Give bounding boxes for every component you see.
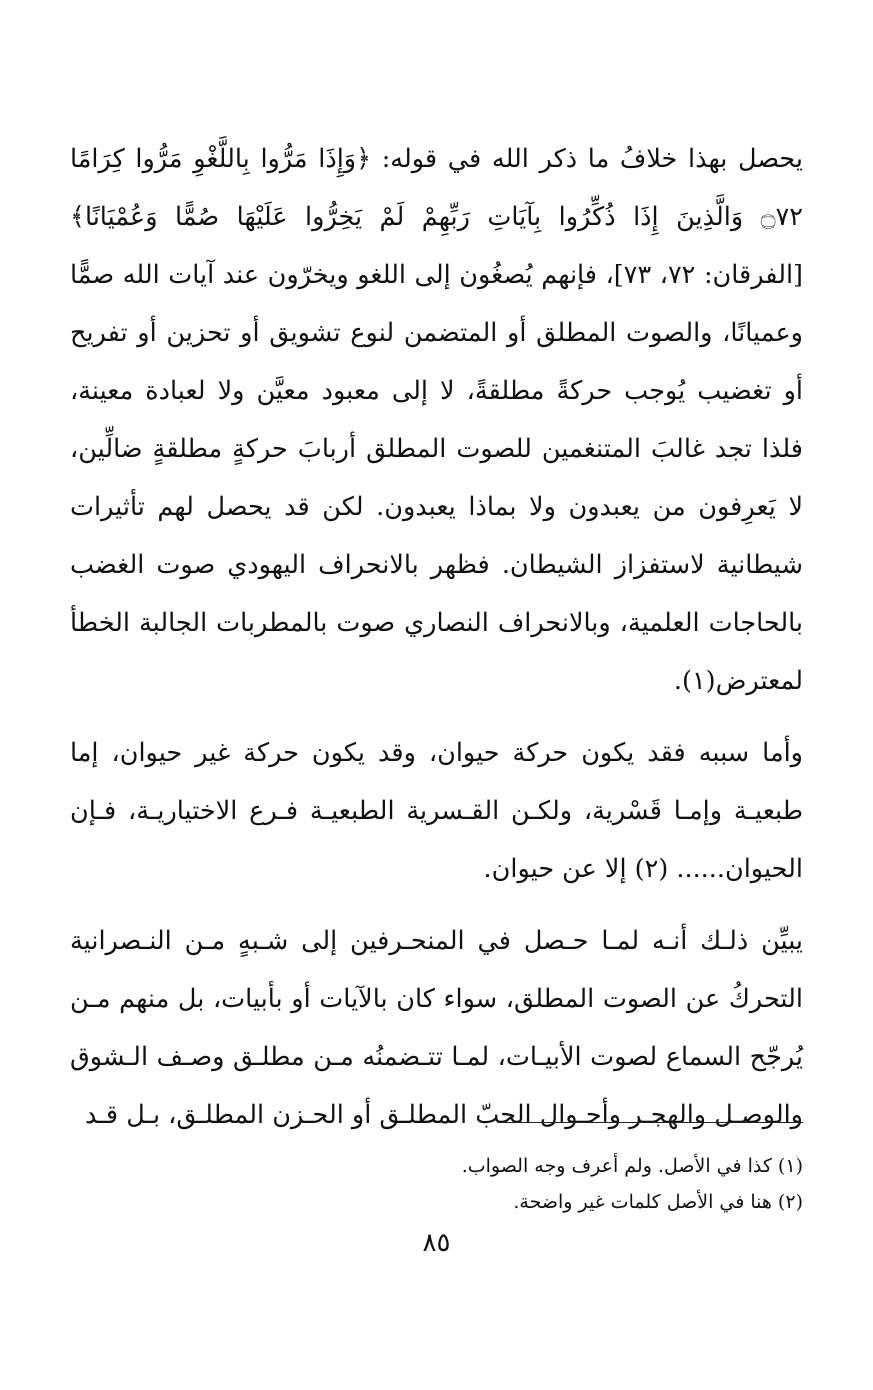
footnotes [70,1148,803,1220]
footnote-2: (٢) هنا في الأصل كلمات غير واضحة. [513,1191,803,1213]
body-paragraph-3: يبيِّن ذلـك أنـه لمـا حـصل في المنحـرفين إلى شـبهٍ مـن النـصرانية التحركُ عن الصوت المطلق، سواء كان بالآيات أو بأبيات، بل منهم مـن يُرجّح السماع لصوت الأبيـات، لمـا تتـضمنُه مـن مطلـق وصـف الـشوق والوصـل والهجـر وأحـوال الحبّ المطلـق أو الحـزن المطلـق، بـل قـد [70,926,803,1130]
footnote-1: (١) كذا في الأصل. ولم أعرف وجه الصواب. [461,1155,803,1177]
footnote-divider [503,1122,803,1123]
book-page [70,130,803,1390]
body-paragraph-1: يحصل بهذا خلافُ ما ذكر الله في قوله: ﴿وَإِذَا مَرُّوا بِاللَّغْوِ مَرُّوا كِرَامًا ۝٧٢ وَالَّذِينَ إِذَا ذُكِّرُوا بِآيَاتِ رَبِّهِمْ لَمْ يَخِرُّوا عَلَيْهَا صُمًّا وَعُمْيَانًا﴾ [الفرقان: ٧٢، ٧٣]، فإنهم يُصغُون إلى اللغو ويخرّون عند آيات الله صمًّا وعميانًا، والصوت المطلق أو المتضمن لنوع تشويق أو تحزين أو تفريح أو تغضيب يُوجب حركةً مطلقةً، لا إلى معبود معيَّن ولا لعبادة معينة، فلذا تجد غالبَ المتنغمين للصوت المطلق أربابَ حركةٍ مطلقةٍ ضالِّين، لا يَعرِفون من يعبدون ولا بماذا يعبدون. لكن قد يحصل لهم تأثيرات شيطانية لاستفزاز الشيطان. فظهر بالانحراف اليهودي صوت الغضب بالحاجات العلمية، وبالانحراف النصاري صوت بالمطربات الجالبة الخطأ لمعترض(١). [70,144,804,696]
body-paragraph-2: وأما سببه فقد يكون حركة حيوان، وقد يكون حركة غير حيوان، إما طبعيـة وإمـا قَسْرية، ولكـن القـسرية الطبعيـة فـرع الاختياريـة، فـإن الحيوان...... (٢) إلا عن حيوان. [70,738,803,884]
page-number: ٨٥ [422,1228,451,1258]
